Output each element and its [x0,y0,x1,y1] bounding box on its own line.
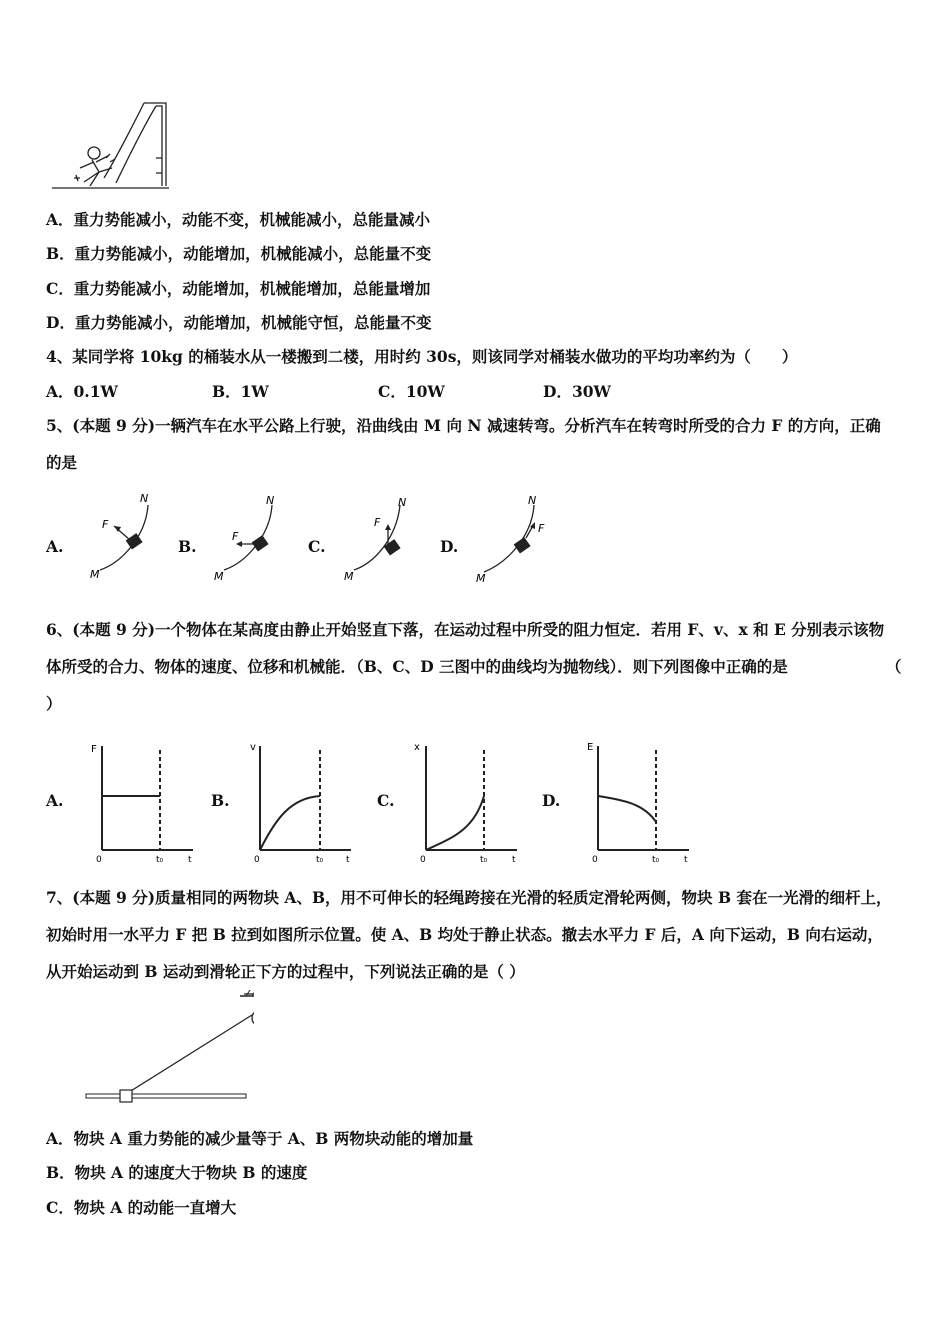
q6-b-t0: t₀ [316,855,324,865]
q6-graph-c [412,738,527,866]
q6-option-b-label[interactable]: B. [211,791,230,810]
q3-option-c[interactable]: C．重力势能减小，动能增加，机械能增加，总能量增加 [46,279,431,298]
q6-graph-a [88,738,203,866]
q5-option-b-label[interactable]: B. [178,537,197,556]
q6-stem-line3: ） [46,694,62,713]
q5-b-f-label: F [232,530,239,543]
q5-option-a-label[interactable]: A. [46,537,64,556]
q6-option-a-label[interactable]: A. [46,791,64,810]
q5-d-f-label: F [538,522,545,535]
q6-b-axis-label: v [250,742,256,753]
q5-c-n-label: N [398,496,407,509]
q6-a-t0: t₀ [156,855,164,865]
q5-c-m-label: M [344,570,354,583]
q7-option-b[interactable]: B．物块 A 的速度大于物块 B 的速度 [46,1163,308,1182]
q5-option-d-label[interactable]: D. [440,537,459,556]
q6-a-origin: 0 [96,855,102,865]
q7-option-a[interactable]: A．物块 A 重力势能的减少量等于 A、B 两物块动能的增加量 [46,1129,474,1148]
q6-b-t: t [346,855,350,865]
q6-c-t: t [512,855,516,865]
q4-option-b[interactable]: B．1W [212,382,269,401]
q3-option-b[interactable]: B．重力势能减小，动能增加，机械能减小，总能量不变 [46,244,432,263]
q5-d-m-label: M [476,572,486,585]
q7-stem-line3: 从开始运动到 B 运动到滑轮正下方的过程中，下列说法正确的是（ ） [46,962,525,981]
q5-c-f-label: F [374,516,381,529]
q6-graph-b [246,738,361,866]
q7-stem-line1: 7、(本题 9 分)质量相同的两物块 A、B，用不可伸长的轻绳跨接在光滑的轻质定滑轮两侧，物块 B 套在一光滑的细杆上， [46,888,892,907]
q5-a-n-label: N [140,492,149,505]
q4-option-c[interactable]: C．10W [378,382,445,401]
q6-c-t0: t₀ [480,855,488,865]
q5-a-m-label: M [90,568,100,581]
q6-d-t: t [684,855,688,865]
q6-option-d-label[interactable]: D. [542,791,561,810]
q4-stem: 4、某同学将 10kg 的桶装水从一楼搬到二楼，用时约 30s，则该同学对桶装水做功的平均功率约为（ ） [46,347,798,366]
slide-illustration [44,98,174,193]
q6-stem-line2: 体所受的合力、物体的速度、位移和机械能．（B、C、D 三图中的曲线均为抛物线）．则下列图像中正确的是 [46,657,788,676]
q5-figure-d [474,490,554,585]
q3-option-d[interactable]: D．重力势能减小，动能增加，机械能守恒，总能量不变 [46,313,432,332]
q5-figure-a [88,490,158,585]
q6-b-origin: 0 [254,855,260,865]
q5-b-n-label: N [266,494,275,507]
q5-b-m-label: M [214,570,224,583]
q7-option-c[interactable]: C．物块 A 的动能一直增大 [46,1198,237,1217]
q6-a-t: t [188,855,192,865]
q4-option-a[interactable]: A．0.1W [46,382,118,401]
q6-c-origin: 0 [420,855,426,865]
q6-d-t0: t₀ [652,855,660,865]
q7-stem-line2: 初始时用一水平力 F 把 B 拉到如图所示位置。使 A、B 均处于静止状态。撤去水平力 F 后，A 向下运动，B 向右运动， [46,925,883,944]
q6-d-axis-label: E [587,742,594,753]
q6-a-axis-label: F [91,744,97,755]
q5-figure-c [342,490,412,585]
q5-a-f-label: F [102,518,109,531]
q4-option-d[interactable]: D．30W [543,382,611,401]
q5-stem-line2: 的是 [46,453,78,472]
q6-c-axis-label: x [414,742,420,753]
q6-d-origin: 0 [592,855,598,865]
q6-option-c-label[interactable]: C. [377,791,395,810]
q3-option-a[interactable]: A．重力势能减小，动能不变，机械能减小，总能量减小 [46,210,431,229]
q6-stem-line1: 6、(本题 9 分)一个物体在某高度由静止开始竖直下落，在运动过程中所受的阻力恒定．若用 F、v、x 和 E 分别表示该物 [46,620,885,639]
q5-stem-line1: 5、(本题 9 分)一辆汽车在水平公路上行驶，沿曲线由 M 向 N 减速转弯。分析汽车在转弯时所受的合力 F 的方向，正确 [46,416,881,435]
q5-d-n-label: N [528,494,537,507]
q6-stem-paren-open: （ [886,657,902,676]
q5-option-c-label[interactable]: C. [308,537,326,556]
q5-figure-b [212,490,282,585]
q6-graph-d [584,738,699,866]
q7-pulley-figure [84,990,254,1108]
